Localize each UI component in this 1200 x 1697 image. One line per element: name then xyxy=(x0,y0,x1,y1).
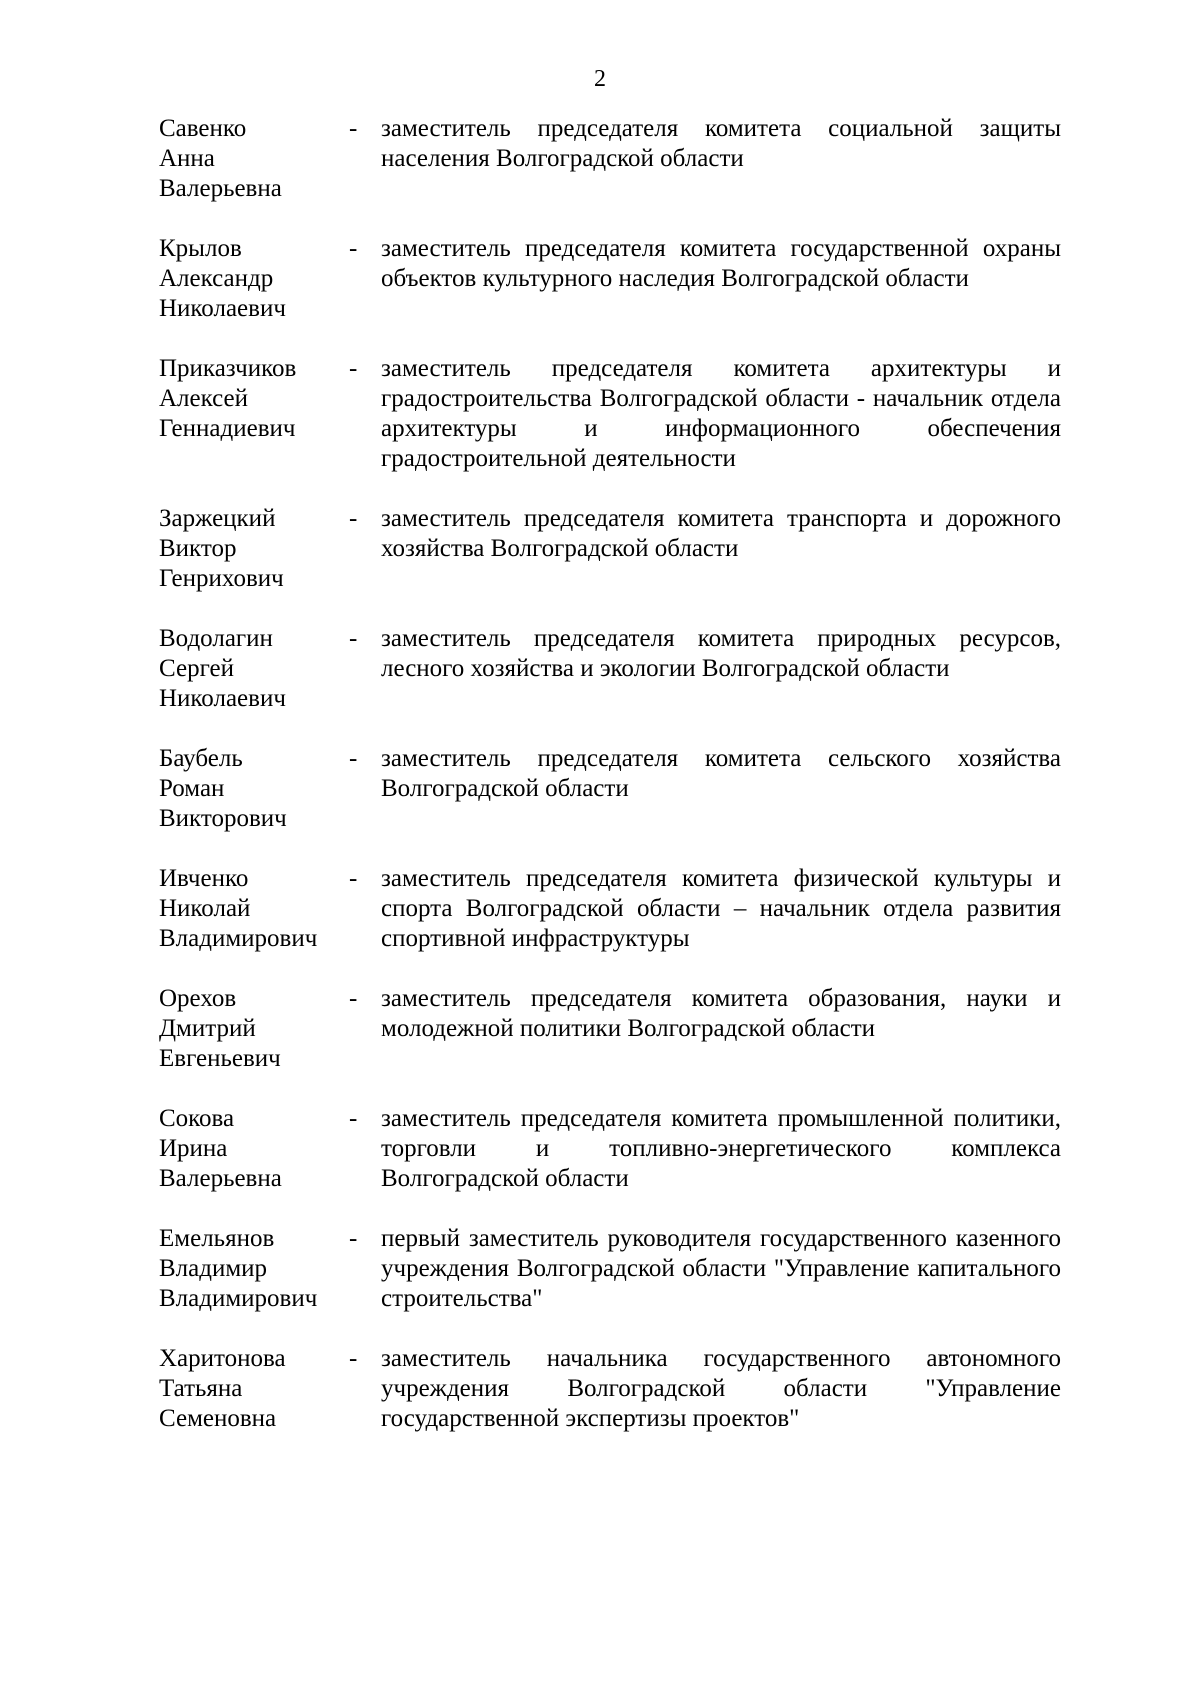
patronymic: Николаевич xyxy=(159,295,286,322)
separator-dash: - xyxy=(349,625,358,652)
first-name: Ирина xyxy=(159,1135,228,1162)
position-description: заместитель председателя комитета государственной охраны объектов культурного наследия Волгоградской области xyxy=(381,235,1061,292)
surname: Приказчиков xyxy=(159,355,297,382)
position-description: заместитель председателя комитета образования, науки и молодежной политики Волгоградской области xyxy=(381,985,1061,1042)
first-name: Татьяна xyxy=(159,1375,243,1402)
members-list xyxy=(0,114,1200,1464)
position-description: заместитель председателя комитета сельского хозяйства Волгоградской области xyxy=(381,745,1061,802)
separator-dash: - xyxy=(349,1345,358,1372)
member-entry xyxy=(159,1224,1200,1314)
first-name: Владимир xyxy=(159,1255,268,1282)
patronymic: Генрихович xyxy=(159,565,284,592)
member-entry xyxy=(159,504,1200,594)
surname: Водолагин xyxy=(159,625,273,652)
surname: Савенко xyxy=(159,115,247,142)
person-name xyxy=(159,504,349,594)
first-name: Виктор xyxy=(159,535,237,562)
member-entry xyxy=(159,354,1200,474)
surname: Баубель xyxy=(159,745,243,772)
separator-dash: - xyxy=(349,235,358,262)
position-description: заместитель начальника государственного автономного учреждения Волгоградской области "Управление государственной экспертизы проектов" xyxy=(381,1345,1061,1432)
first-name: Алексей xyxy=(159,385,249,412)
patronymic: Семеновна xyxy=(159,1405,277,1432)
first-name: Дмитрий xyxy=(159,1015,256,1042)
member-entry xyxy=(159,234,1200,324)
separator-dash: - xyxy=(349,115,358,142)
first-name: Анна xyxy=(159,145,215,172)
surname: Орехов xyxy=(159,985,237,1012)
patronymic: Викторович xyxy=(159,805,287,832)
position-description: первый заместитель руководителя государственного казенного учреждения Волгоградской области "Управление капитального строительства" xyxy=(381,1225,1061,1312)
member-entry xyxy=(159,1344,1200,1434)
surname: Ивченко xyxy=(159,865,249,892)
person-name xyxy=(159,354,349,474)
person-name xyxy=(159,744,349,834)
surname: Харитонова xyxy=(159,1345,286,1372)
separator-dash: - xyxy=(349,1105,358,1132)
first-name: Сергей xyxy=(159,655,234,682)
person-name xyxy=(159,114,349,204)
person-name xyxy=(159,984,349,1074)
position-description: заместитель председателя комитета транспорта и дорожного хозяйства Волгоградской области xyxy=(381,505,1061,562)
member-entry xyxy=(159,864,1200,954)
position-description: заместитель председателя комитета физической культуры и спорта Волгоградской области – начальник отдела развития спортивной инфраструктуры xyxy=(381,865,1061,952)
member-entry xyxy=(159,1104,1200,1194)
member-entry xyxy=(159,114,1200,204)
person-name xyxy=(159,1224,349,1314)
patronymic: Владимирович xyxy=(159,1285,318,1312)
patronymic: Валерьевна xyxy=(159,175,282,202)
member-entry xyxy=(159,984,1200,1074)
member-entry xyxy=(159,624,1200,714)
position-description: заместитель председателя комитета социальной защиты населения Волгоградской области xyxy=(381,115,1061,172)
member-entry xyxy=(159,744,1200,834)
page-number: 2 xyxy=(594,66,606,92)
person-name xyxy=(159,1344,349,1434)
separator-dash: - xyxy=(349,985,358,1012)
patronymic: Владимирович xyxy=(159,925,318,952)
separator-dash: - xyxy=(349,865,358,892)
person-name xyxy=(159,624,349,714)
first-name: Николай xyxy=(159,895,251,922)
surname: Емельянов xyxy=(159,1225,275,1252)
patronymic: Евгеньевич xyxy=(159,1045,281,1072)
person-name xyxy=(159,1104,349,1194)
position-description: заместитель председателя комитета архитектуры и градостроительства Волгоградской области - начальник отдела архитектуры и информационного обеспечения градостроительной деятельности xyxy=(381,355,1061,472)
patronymic: Николаевич xyxy=(159,685,286,712)
separator-dash: - xyxy=(349,1225,358,1252)
surname: Сокова xyxy=(159,1105,235,1132)
surname: Заржецкий xyxy=(159,505,276,532)
patronymic: Геннадиевич xyxy=(159,415,296,442)
position-description: заместитель председателя комитета природных ресурсов, лесного хозяйства и экологии Волгоградской области xyxy=(381,625,1061,682)
patronymic: Валерьевна xyxy=(159,1165,282,1192)
separator-dash: - xyxy=(349,505,358,532)
first-name: Роман xyxy=(159,775,225,802)
first-name: Александр xyxy=(159,265,274,292)
separator-dash: - xyxy=(349,745,358,772)
position-description: заместитель председателя комитета промышленной политики, торговли и топливно-энергетического комплекса Волгоградской области xyxy=(381,1105,1061,1192)
surname: Крылов xyxy=(159,235,242,262)
person-name xyxy=(159,234,349,324)
person-name xyxy=(159,864,349,954)
separator-dash: - xyxy=(349,355,358,382)
